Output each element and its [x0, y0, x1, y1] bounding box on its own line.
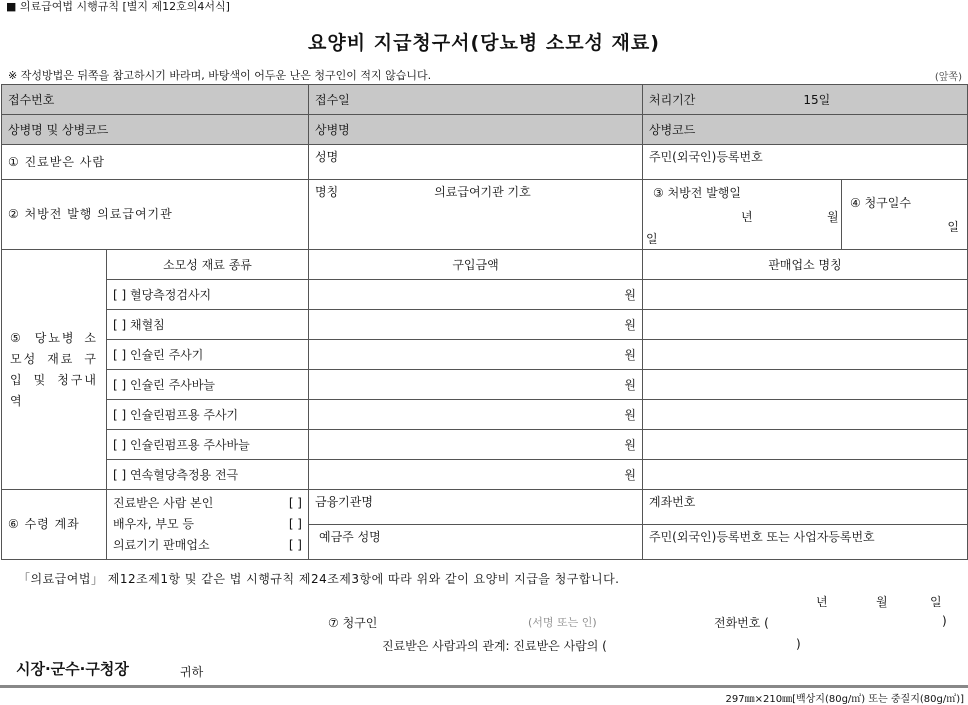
recipient-official: 시장·군수·구청장: [16, 660, 129, 678]
amount-field[interactable]: 원: [309, 400, 643, 430]
account-option-family[interactable]: 배우자, 부모 등 [ ]: [113, 517, 302, 531]
item-checkbox[interactable]: [ ] 혈당측정검사지: [107, 280, 309, 310]
prescriber-label: ② 처방전 발행 의료급여기관: [2, 180, 309, 250]
account-option-self[interactable]: 진료받은 사람 본인 [ ]: [113, 496, 302, 510]
phone-label: 전화번호 (: [714, 616, 769, 630]
seller-field[interactable]: [643, 400, 968, 430]
claim-days-unit: 일: [947, 220, 959, 234]
phone-close-paren: ): [942, 614, 947, 628]
seller-field[interactable]: [643, 430, 968, 460]
col-material-type: 소모성 재료 종류: [107, 250, 309, 280]
signature-field[interactable]: (서명 또는 인): [528, 616, 597, 629]
seller-field[interactable]: [643, 340, 968, 370]
account-holder-field[interactable]: 예금주 성명: [309, 525, 643, 560]
disease-name-cell: 상병명: [309, 115, 643, 145]
item-checkbox[interactable]: [ ] 인슐린펌프용 주사기: [107, 400, 309, 430]
applicant-label: ⑦ 청구인: [328, 616, 378, 630]
amount-field[interactable]: 원: [309, 280, 643, 310]
disease-code-cell: 상병코드: [643, 115, 968, 145]
item-checkbox[interactable]: [ ] 채혈침: [107, 310, 309, 340]
purchase-row: [2, 280, 968, 310]
claim-statement: 「의료급여법」 제12조제1항 및 같은 법 시행규칙 제24조제3항에 따라 위와 같이 요양비 지급을 청구합니다.: [18, 572, 620, 586]
purchase-row: [2, 460, 968, 490]
account-holder-id-field[interactable]: 주민(외국인)등록번호 또는 사업자등록번호: [643, 525, 968, 560]
bottom-divider: [0, 685, 968, 688]
claim-day[interactable]: 일: [930, 595, 942, 609]
claim-days-field[interactable]: [842, 180, 968, 250]
purchase-row: [2, 310, 968, 340]
patient-rrn-field[interactable]: 주민(외국인)등록번호: [643, 145, 968, 180]
office-use-row: [2, 85, 968, 115]
patient-label: ① 진료받은 사람: [2, 145, 309, 180]
item-checkbox[interactable]: [ ] 인슐린 주사기: [107, 340, 309, 370]
patient-name-field[interactable]: 성명: [309, 145, 643, 180]
prescriber-code-label: 의료급여기관 기호: [434, 185, 531, 199]
prescription-day: 일: [646, 232, 658, 246]
relationship-label: 진료받은 사람과의 관계: 진료받은 사람의 (: [382, 639, 607, 653]
prescription-month: 월: [827, 210, 839, 224]
prescription-date-label: ③ 처방전 발행일: [653, 186, 741, 200]
relationship-close-paren: ): [796, 637, 801, 651]
amount-field[interactable]: 원: [309, 430, 643, 460]
front-side-label: (앞쪽): [934, 72, 962, 83]
purchase-row: [2, 400, 968, 430]
claim-year[interactable]: 년: [816, 595, 828, 609]
patient-row: [2, 145, 968, 180]
prescription-year: 년: [741, 210, 753, 224]
purchase-header-row: [2, 250, 968, 280]
item-checkbox[interactable]: [ ] 인슐린펌프용 주사바늘: [107, 430, 309, 460]
prescription-date-field[interactable]: [643, 180, 842, 250]
recipient-honorific: 귀하: [180, 665, 204, 679]
claim-month[interactable]: 월: [876, 595, 888, 609]
account-owner-options: [107, 490, 309, 560]
processing-period-cell: 처리기간 15일: [643, 85, 968, 115]
account-section-label: ⑥ 수령 계좌: [2, 490, 107, 560]
claim-days-label: ④ 청구일수: [850, 196, 911, 210]
purchase-section-label: ⑤ 당뇨병 소모성 재료 구입 및 청구내역: [2, 250, 107, 490]
form-title: 요양비 지급청구서(당뇨병 소모성 재료): [308, 32, 660, 54]
item-checkbox[interactable]: [ ] 연속혈당측정용 전극: [107, 460, 309, 490]
seller-field[interactable]: [643, 280, 968, 310]
instruction-note: ※ 작성방법은 뒤쪽을 참고하시기 바라며, 바탕색이 어두운 난은 청구인이 적지 않습니다.: [8, 69, 432, 82]
seller-field[interactable]: [643, 310, 968, 340]
purchase-row: [2, 340, 968, 370]
col-seller-name: 판매업소 명칭: [643, 250, 968, 280]
col-purchase-amount: 구입금액: [309, 250, 643, 280]
receipt-number-cell: 접수번호: [2, 85, 309, 115]
paper-spec: 297㎜×210㎜[백상지(80g/㎡) 또는 중질지(80g/㎡)]: [725, 694, 964, 705]
receipt-date-cell: 접수일: [309, 85, 643, 115]
account-option-seller[interactable]: 의료기기 판매업소 [ ]: [113, 538, 302, 552]
claim-form-table: [1, 84, 968, 560]
seller-field[interactable]: [643, 460, 968, 490]
seller-field[interactable]: [643, 370, 968, 400]
disease-row: [2, 115, 968, 145]
account-row-1: [2, 490, 968, 525]
amount-field[interactable]: 원: [309, 460, 643, 490]
disease-label: 상병명 및 상병코드: [2, 115, 309, 145]
purchase-row: [2, 370, 968, 400]
regulation-header: ■ 의료급여법 시행규칙 [별지 제12호의4서식]: [6, 0, 230, 13]
amount-field[interactable]: 원: [309, 310, 643, 340]
account-number-field[interactable]: 계좌번호: [643, 490, 968, 525]
item-checkbox[interactable]: [ ] 인슐린 주사바늘: [107, 370, 309, 400]
purchase-row: [2, 430, 968, 460]
prescriber-row: [2, 180, 968, 250]
bank-name-field[interactable]: 금융기관명: [309, 490, 643, 525]
processing-period-value: 15일: [803, 93, 831, 107]
amount-field[interactable]: 원: [309, 370, 643, 400]
prescriber-name-field[interactable]: 명칭 의료급여기관 기호: [309, 180, 643, 250]
amount-field[interactable]: 원: [309, 340, 643, 370]
